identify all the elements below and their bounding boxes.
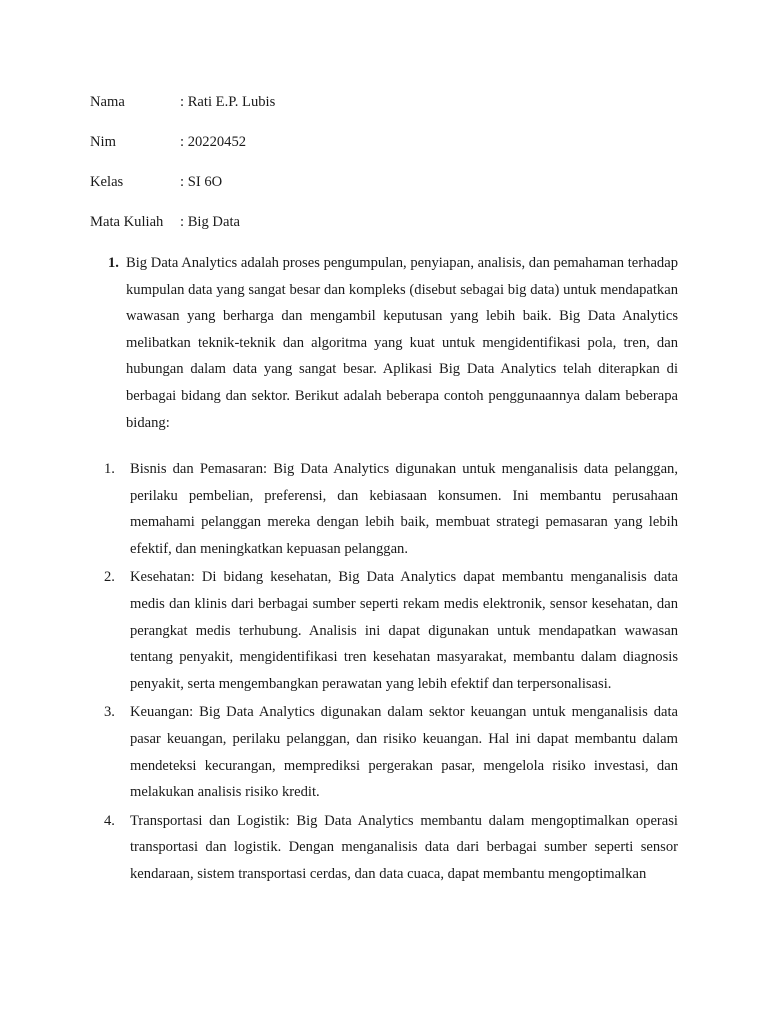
list-item-number: 2. (104, 569, 115, 586)
list-item-number: 3. (104, 704, 115, 721)
application-list (104, 456, 678, 890)
info-label-nama: Nama (90, 94, 125, 110)
list-item-text: Transportasi dan Logistik: Big Data Analytics membantu dalam mengoptimalkan operasi transportasi dan logistik. Dengan menganalisis data dari berbagai sumber seperti sensor kendaraan, sistem transportasi cerdas, dan data cuaca, dapat membantu mengoptimalkan (130, 812, 678, 882)
list-item (104, 564, 678, 697)
list-item-number: 4. (104, 812, 115, 829)
student-info (90, 92, 690, 252)
list-item-text: Keuangan: Big Data Analytics digunakan dalam sektor keuangan untuk menganalisis data pasar keuangan, perilaku pelanggan, dan risiko keuangan. Hal ini dapat membantu dalam mendeteksi kecurangan, memprediksi pergerakan pasar, mengelola risiko investasi, dan melakukan analisis risiko kredit. (130, 704, 678, 801)
list-item-number: 1. (104, 461, 115, 477)
info-value-nim: : 20220452 (180, 134, 247, 150)
question-answer-paragraph: Big Data Analytics adalah proses pengumpulan, penyiapan, analisis, dan pemahaman terhadap kumpulan data yang sangat besar dan kompleks (disebut sebagai big data) untuk mendapatkan wawasan yang berharga dan mengambil keputusan yang lebih baik. Big Data Analytics melibatkan teknik-teknik dan algoritma yang kuat untuk mengidentifikasi pola, tren, dan hubungan dalam data yang sangat besar. Aplikasi Big Data Analytics telah diterapkan di berbagai bidang dan sektor. Berikut adalah beberapa contoh penggunaannya dalam beberapa bidang: (126, 255, 678, 431)
question-one (108, 250, 678, 436)
list-item (104, 699, 678, 805)
list-item-text: Kesehatan: Di bidang kesehatan, Big Data Analytics dapat membantu menganalisis data medis dan klinis dari berbagai sumber seperti rekam medis elektronik, sensor kesehatan, dan perangkat medis terhubung. Analisis ini dapat digunakan untuk mendapatkan wawasan tentang penyakit, mengidentifikasi tren kesehatan masyarakat, membantu dalam diagnosis penyakit, serta mengembangkan perawatan yang lebih efektif dan terpersonalisasi. (130, 569, 678, 692)
info-value-mata-kuliah: : Big Data (180, 214, 240, 230)
info-value-kelas: : SI 6O (180, 174, 223, 190)
info-row-mata-kuliah (90, 212, 690, 252)
question-number: 1. (108, 255, 119, 271)
info-label-kelas: Kelas (90, 174, 124, 190)
list-item (104, 456, 678, 562)
info-row-nama (90, 92, 690, 132)
list-item-text: Bisnis dan Pemasaran: Big Data Analytics digunakan untuk menganalisis data pelanggan, perilaku pembelian, preferensi, dan kebiasaan konsumen. Ini membantu perusahaan memahami pelanggan mereka dengan lebih baik, membuat strategi pemasaran yang lebih efektif, dan meningkatkan kepuasan pelanggan. (130, 461, 678, 557)
info-row-nim (90, 132, 690, 172)
info-value-nama: : Rati E.P. Lubis (180, 94, 276, 110)
info-label-nim: Nim (90, 134, 116, 150)
info-label-mata-kuliah: Mata Kuliah (90, 214, 164, 230)
list-item (104, 808, 678, 888)
info-row-kelas (90, 172, 690, 212)
